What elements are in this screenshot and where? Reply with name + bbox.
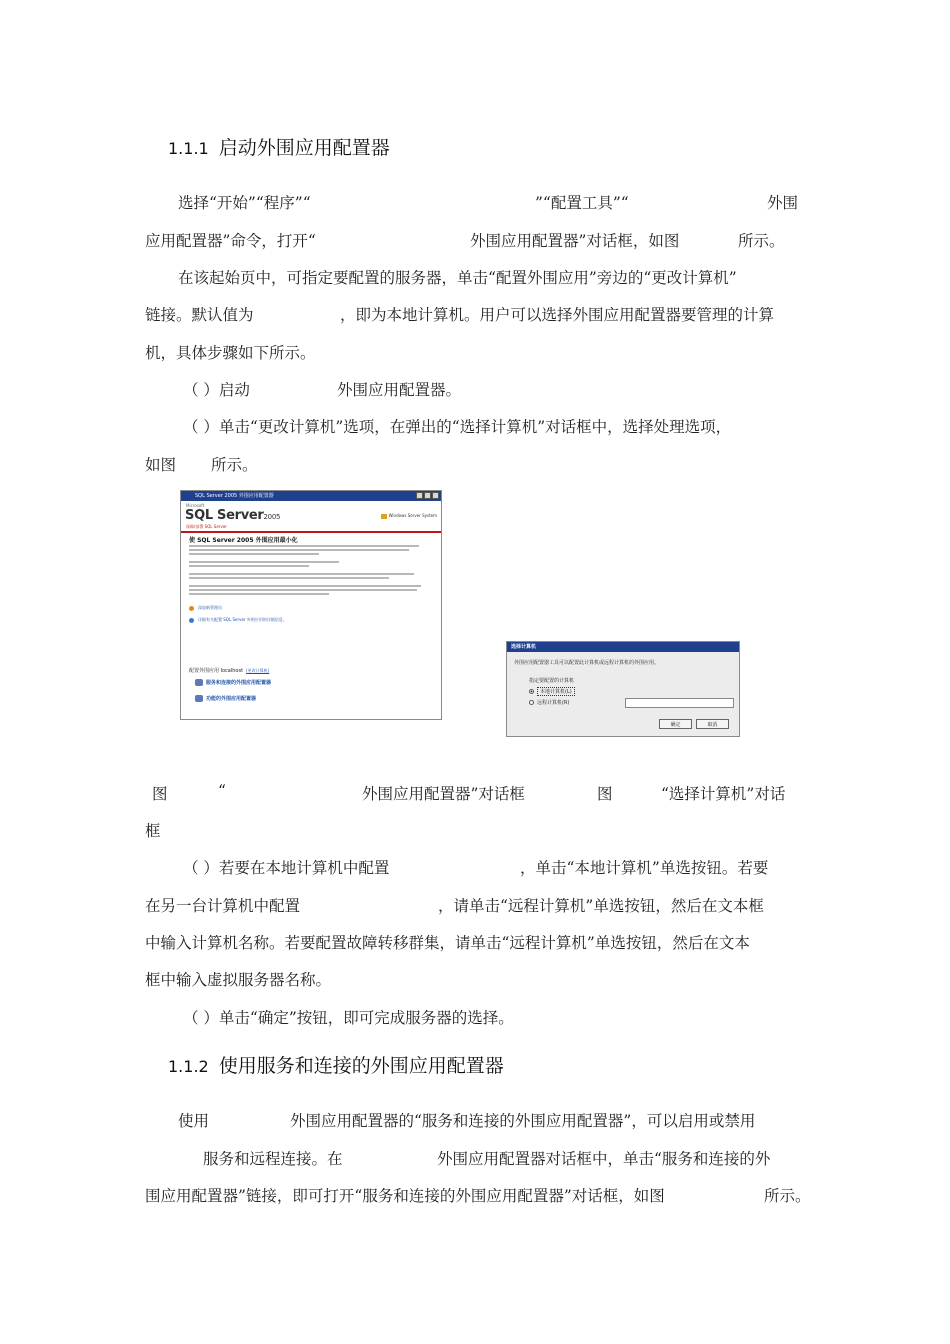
para-line: ，即为本地计算机。用户可以选择外围应用配置器要管理的计算 xyxy=(340,306,775,324)
close-icon xyxy=(432,492,439,499)
link-text: 功能的外围应用配置器 xyxy=(206,696,257,702)
section-number: 1.1.1 xyxy=(168,139,209,158)
para-line: 围应用配置器”链接，即可打开“服务和连接的外围应用配置器”对话框，如图 xyxy=(145,1187,665,1205)
para-line: 机，具体步骤如下所示。 xyxy=(145,344,316,362)
text-placeholder xyxy=(189,593,329,595)
figure-caption: “ xyxy=(218,782,226,800)
para-line: 服务和远程连接。在 xyxy=(203,1150,343,1168)
config-text: 配置外围应用 localhost xyxy=(189,668,244,674)
dialog-title: 选择计算机 xyxy=(507,642,739,652)
para-line: 外围 xyxy=(767,194,799,212)
para-line: 外围应用配置器”对话框，如图 xyxy=(470,232,680,250)
services-connections-link[interactable] xyxy=(195,679,271,686)
para-line: ”“配置工具”“ xyxy=(535,194,629,212)
window-title: SQL Server 2005 外围应用配置器 xyxy=(195,493,274,499)
para-line: 使用 xyxy=(178,1112,210,1130)
text-placeholder xyxy=(189,553,319,555)
step-line: （ ）单击“确定”按钮，即可完成服务器的选择。 xyxy=(183,1009,514,1027)
text-placeholder xyxy=(189,573,414,575)
welcome-heading: 使 SQL Server 2005 外围应用最小化 xyxy=(189,537,298,544)
para-line: 框中输入虚拟服务器名称。 xyxy=(145,971,332,989)
para-line: 在另一台计算机中配置 xyxy=(145,897,301,915)
link-text: 添加新管理员 xyxy=(198,605,222,610)
admin-icon xyxy=(189,606,194,611)
figure-caption: 图 xyxy=(152,785,168,803)
para-line: 应用配置器”命令，打开“ xyxy=(145,232,316,250)
features-icon xyxy=(195,695,203,702)
section-title: 启动外围应用配置器 xyxy=(218,137,390,159)
logo-subtitle: 保障/部署 SQL Server xyxy=(186,524,227,529)
logo-version: 2005 xyxy=(263,513,281,521)
section-number: 1.1.2 xyxy=(168,1057,209,1076)
step-line: （ ）若要在本地计算机中配置 xyxy=(183,859,390,877)
step-line: 外围应用配置器。 xyxy=(337,381,462,399)
figure-select-computer-screenshot xyxy=(506,641,740,737)
computer-label: 指定要配置的计算机 xyxy=(529,678,575,684)
ok-button[interactable]: 确定 xyxy=(659,719,692,729)
computer-name-input[interactable] xyxy=(625,698,734,708)
info-icon xyxy=(189,618,194,623)
radio-label: 本地计算机(L) xyxy=(537,687,575,696)
change-computer-link[interactable]: (更改计算机) xyxy=(246,668,270,673)
text-placeholder xyxy=(189,589,417,591)
para-line: 所示。 xyxy=(211,456,258,474)
more-info-link[interactable] xyxy=(189,617,287,623)
local-computer-radio[interactable] xyxy=(529,687,575,696)
text-placeholder xyxy=(189,561,339,563)
remote-computer-radio[interactable] xyxy=(529,699,569,706)
radio-icon xyxy=(529,700,534,705)
windows-server-logo: Windows Server System xyxy=(381,513,437,519)
step-line: ，单击“本地计算机”单选按钮。若要 xyxy=(520,859,769,877)
link-text: 服务和连接的外围应用配置器 xyxy=(206,680,272,686)
para-line: 选择“开始”“程序”“ xyxy=(178,194,311,212)
section-heading-1-1-2 xyxy=(168,1051,504,1078)
section-title: 使用服务和连接的外围应用配置器 xyxy=(218,1055,504,1077)
add-admin-link[interactable] xyxy=(189,605,222,611)
para-line: ，请单击“远程计算机”单选按钮，然后在文本框 xyxy=(438,897,764,915)
text-placeholder xyxy=(189,585,421,587)
para-line: 外围应用配置器对话框中，单击“服务和连接的外 xyxy=(437,1150,771,1168)
para-line: 如图 xyxy=(145,456,177,474)
dialog-description: 外围应用配置器工具可以配置此计算机或远程计算机的外围应用。 xyxy=(514,660,660,666)
figure-caption: 外围应用配置器”对话框 xyxy=(362,785,525,803)
text-placeholder xyxy=(189,565,309,567)
link-text: 详细有关配置 SQL Server 外围应用的详细信息。 xyxy=(198,617,287,622)
text-placeholder xyxy=(189,545,419,547)
logo-company: Microsoft xyxy=(186,503,205,508)
services-icon xyxy=(195,679,203,686)
maximize-icon xyxy=(424,492,431,499)
logo-text: SQL Server xyxy=(185,508,264,523)
step-line: （ ）单击“更改计算机”选项，在弹出的“选择计算机”对话框中，选择处理选项， xyxy=(183,418,732,436)
para-line: 所示。 xyxy=(738,232,785,250)
para-line: 中输入计算机名称。若要配置故障转移群集，请单击“远程计算机”单选按钮，然后在文本 xyxy=(145,934,750,952)
figure-caption: 框 xyxy=(145,822,161,840)
text-placeholder xyxy=(189,577,389,579)
configure-label xyxy=(189,667,269,674)
section-heading-1-1-1 xyxy=(168,133,390,160)
product-banner xyxy=(181,501,441,533)
figure-surface-area-config-screenshot xyxy=(180,490,442,720)
window-buttons xyxy=(416,492,439,499)
figure-caption: “选择计算机”对话 xyxy=(661,785,786,803)
radio-label: 远程计算机(R) xyxy=(537,700,570,706)
cancel-button[interactable]: 取消 xyxy=(696,719,729,729)
sql-server-logo xyxy=(185,508,280,523)
step-line: （ ）启动 xyxy=(183,381,250,399)
features-link[interactable] xyxy=(195,695,256,702)
para-line: 链接。默认值为 xyxy=(145,306,254,324)
para-line: 所示。 xyxy=(764,1187,811,1205)
minimize-icon xyxy=(416,492,423,499)
figure-caption: 图 xyxy=(597,785,613,803)
window-titlebar xyxy=(181,491,441,501)
para-line: 在该起始页中，可指定要配置的服务器，单击“配置外围应用”旁边的“更改计算机” xyxy=(178,269,737,287)
para-line: 外围应用配置器的“服务和连接的外围应用配置器”，可以启用或禁用 xyxy=(290,1112,756,1130)
text-placeholder xyxy=(189,549,409,551)
radio-selected-icon xyxy=(529,689,534,694)
